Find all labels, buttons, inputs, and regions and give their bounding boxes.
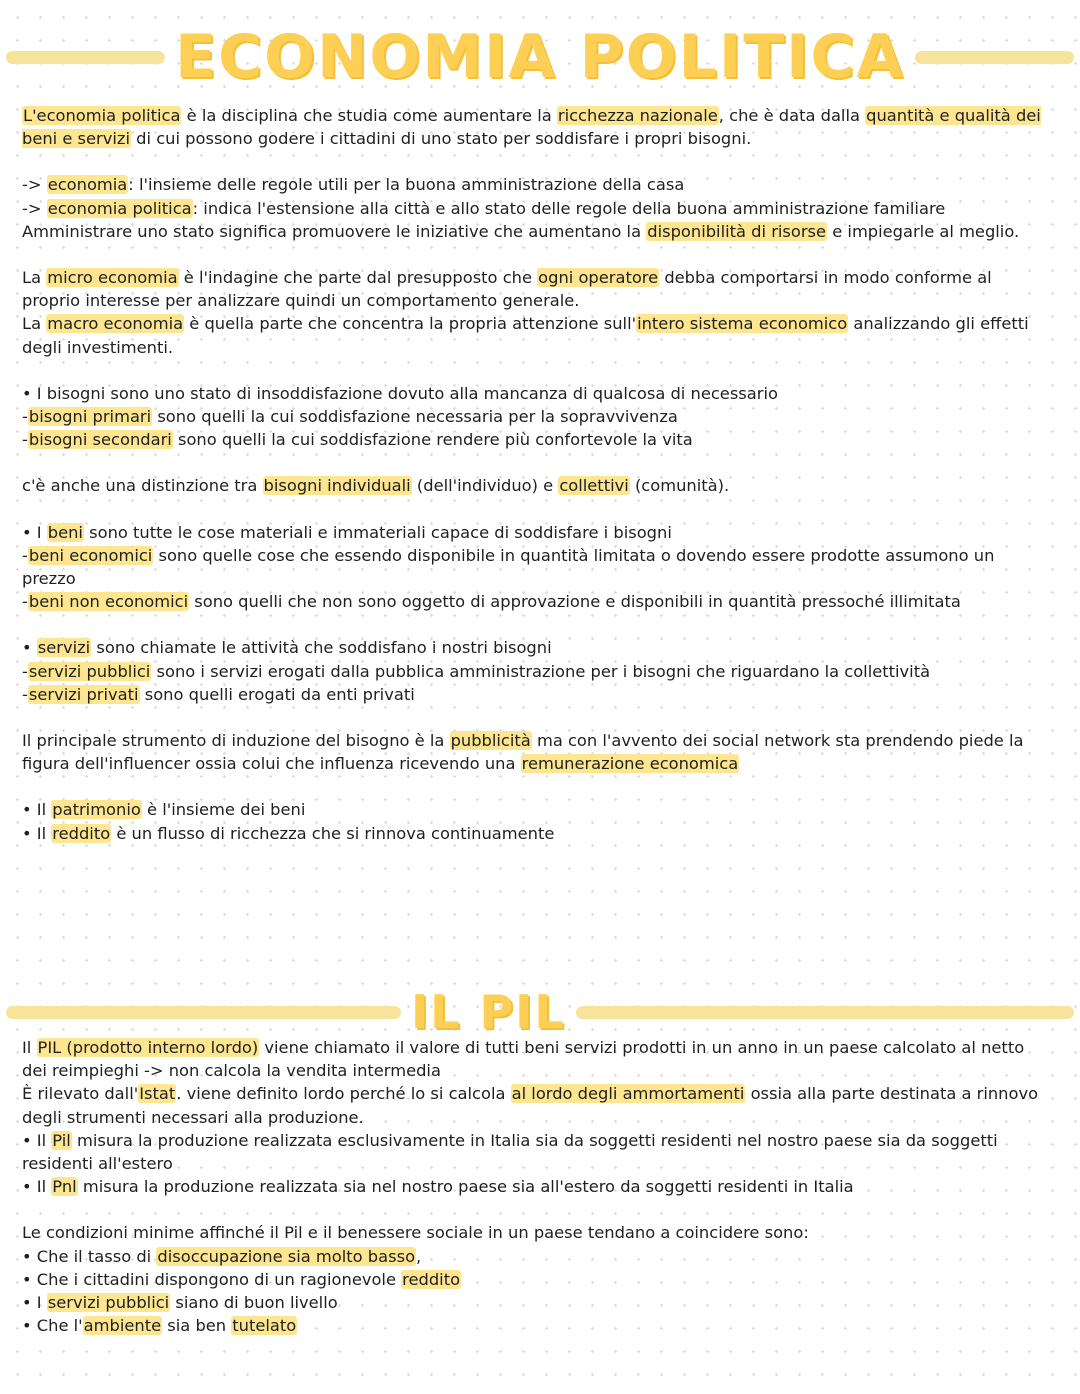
text: La [22, 314, 47, 334]
text: di cui possono godere i cittadini di uno stato per soddisfare i propri bisogni. [130, 129, 752, 149]
notes-section-pil [22, 1036, 1052, 1337]
text: • [22, 638, 37, 658]
text: sono chiamate le attività che soddisfano i nostri bisogni [91, 638, 552, 658]
text: - [22, 545, 28, 565]
text: • Il [22, 800, 52, 820]
highlight: remunerazione economica [521, 754, 739, 774]
highlight: tutelato [232, 1316, 297, 1336]
text: Il principale strumento di induzione del bisogno è la [22, 731, 450, 751]
highlight: economia politica [47, 198, 192, 218]
pil-divider-left [6, 1006, 401, 1019]
highlight: L'economia politica [23, 106, 181, 125]
macro-economia-paragraph [22, 312, 1052, 358]
text: , che è data dalla [718, 106, 866, 125]
text: sono quelli la cui soddisfazione rendere più confortevole la vita [172, 430, 693, 450]
text: sia ben [162, 1316, 232, 1336]
title-divider-right [915, 51, 1074, 64]
highlight: reddito [52, 823, 111, 843]
highlight: PIL (prodotto interno lordo) [37, 1038, 259, 1057]
intro-paragraph [22, 104, 1052, 150]
highlight: beni economici [28, 545, 153, 565]
highlight: economia [47, 175, 128, 195]
text: analizzando gli effetti degli investimenti. [22, 314, 1029, 357]
text: è l'insieme dei beni [141, 800, 306, 820]
condizione-item [22, 1291, 1052, 1314]
text: misura la produzione realizzata sia nel nostro paese sia all'estero da soggetti residenti in Italia [77, 1177, 854, 1197]
highlight: ogni operatore [538, 268, 659, 288]
highlight: Pil [52, 1130, 71, 1150]
highlight: quantità e qualità dei beni e servizi [22, 106, 1041, 149]
definition-amministrare [22, 220, 1052, 243]
text: ma con l'avvento dei social network sta prendendo piede la figura dell'influencer ossia colui che influenza ricevendo una [22, 731, 1024, 774]
bisogni-distinzione [22, 474, 1052, 497]
title-divider-left [6, 51, 165, 64]
highlight: servizi pubblici [47, 1293, 170, 1313]
text: debba comportarsi in modo conforme al proprio interesse per analizzare quindi un comportamento generale. [22, 268, 992, 311]
text: : l'insieme delle regole utili per la buona amministrazione della casa [128, 175, 685, 195]
highlight: Pnl [52, 1177, 77, 1197]
text: siano di buon livello [170, 1293, 338, 1313]
text: • Che l' [22, 1316, 83, 1336]
pnl-item [22, 1175, 1052, 1198]
bisogni-secondari [22, 428, 1052, 451]
pil-divider-right [576, 1006, 1074, 1019]
servizi-definition [22, 636, 1052, 659]
text: è l'indagine che parte dal presupposto che [178, 268, 538, 288]
highlight: bisogni secondari [28, 430, 172, 450]
text: La [22, 268, 47, 288]
pil-istat [22, 1082, 1052, 1128]
highlight: beni non economici [28, 592, 189, 612]
text: -> [22, 198, 47, 218]
patrimonio-item [22, 798, 1052, 821]
highlight: patrimonio [52, 800, 141, 820]
notes-section-economia [22, 104, 1052, 845]
text: • I [22, 1293, 47, 1313]
micro-economia-paragraph [22, 266, 1052, 312]
pil-title: IL PIL [411, 985, 566, 1039]
definition-economia [22, 173, 1052, 196]
definition-economia-politica [22, 197, 1052, 220]
highlight: micro economia [47, 268, 178, 288]
pil-definition [22, 1036, 1052, 1082]
highlight: reddito [402, 1269, 461, 1289]
text: misura la produzione realizzata esclusivamente in Italia sia da soggetti residenti nel nostro paese sia da soggetti residenti all'estero [22, 1130, 998, 1174]
highlight: ricchezza nazionale [557, 106, 718, 125]
text: : indica l'estensione alla città e allo stato delle regole della buona amministrazione familiare [192, 198, 946, 218]
highlight: Istat [139, 1084, 176, 1104]
page-title: ECONOMIA POLITICA [175, 22, 905, 92]
text: È rilevato dall' [22, 1084, 139, 1104]
text: -> [22, 175, 47, 195]
text: . viene definito lordo perché lo si calcola [176, 1084, 511, 1104]
highlight: servizi privati [28, 684, 139, 704]
bisogni-primari [22, 405, 1052, 428]
condizione-item [22, 1314, 1052, 1337]
beni-definition [22, 521, 1052, 544]
highlight: intero sistema economico [637, 314, 848, 334]
condizione-item [22, 1268, 1052, 1291]
text: sono quelle cose che essendo disponibile in quantità limitata o dovendo essere prodotte assumono un prezzo [22, 545, 995, 589]
highlight: al lordo degli ammortamenti [511, 1084, 745, 1104]
text: Amministrare uno stato significa promuovere le iniziative che aumentano la [22, 221, 647, 241]
text: - [22, 684, 28, 704]
pil-banner [0, 984, 1080, 1040]
text: , [416, 1246, 422, 1266]
text: - [22, 430, 28, 450]
highlight: bisogni individuali [263, 476, 411, 496]
pubblicita-paragraph [22, 729, 1052, 775]
highlight: bisogni primari [28, 407, 152, 427]
bisogni-definition: • I bisogni sono uno stato di insoddisfazione dovuto alla mancanza di qualcosa di necessario [22, 383, 778, 403]
pil-item [22, 1129, 1052, 1175]
beni-economici [22, 544, 1052, 590]
highlight: pubblicità [450, 731, 531, 751]
text: viene chiamato il valore di tutti beni servizi prodotti in un anno in un paese calcolato al netto dei reimpieghi -> non calcola la vendita intermedia [22, 1038, 1025, 1081]
highlight: disoccupazione sia molto basso [157, 1246, 416, 1266]
text: e impiegarle al meglio. [827, 221, 1020, 241]
text: sono quelli che non sono oggetto di approvazione e disponibili in quantità pressoché illimitata [189, 592, 961, 612]
text: • Il [22, 823, 52, 843]
condizioni-intro: Le condizioni minime affinché il Pil e il benessere sociale in un paese tendano a coincidere sono: [22, 1223, 809, 1243]
title-banner [0, 14, 1080, 100]
text: • Il [22, 1177, 52, 1197]
highlight: servizi [37, 638, 91, 658]
text: sono quelli erogati da enti privati [139, 684, 415, 704]
highlight: macro economia [47, 314, 184, 334]
text: (comunità). [629, 476, 730, 496]
text: • Che il tasso di [22, 1246, 157, 1266]
text: ossia alla parte destinata a rinnovo degli strumenti necessari alla produzione. [22, 1084, 1039, 1127]
servizi-pubblici [22, 660, 1052, 683]
text: è un flusso di ricchezza che si rinnova continuamente [111, 823, 555, 843]
highlight: servizi pubblici [28, 661, 151, 681]
text: • I [22, 522, 47, 542]
text: è quella parte che concentra la propria attenzione sull' [184, 314, 637, 334]
highlight: collettivi [559, 476, 629, 496]
highlight: beni [47, 522, 83, 542]
condizione-item [22, 1245, 1052, 1268]
text: • Che i cittadini dispongono di un ragionevole [22, 1269, 402, 1289]
text: - [22, 592, 28, 612]
servizi-privati [22, 683, 1052, 706]
text: - [22, 407, 28, 427]
text: sono tutte le cose materiali e immateriali capace di soddisfare i bisogni [83, 522, 672, 542]
text: Il [22, 1038, 37, 1057]
text: • Il [22, 1130, 52, 1150]
highlight: disponibilità di risorse [647, 221, 827, 241]
beni-non-economici [22, 590, 1052, 613]
text: sono i servizi erogati dalla pubblica amministrazione per i bisogni che riguardano la collettività [151, 661, 931, 681]
text: - [22, 661, 28, 681]
text: (dell'individuo) e [411, 476, 559, 496]
text: c'è anche una distinzione tra [22, 476, 263, 496]
text: è la disciplina che studia come aumentare la [181, 106, 557, 125]
highlight: ambiente [83, 1316, 162, 1336]
reddito-item [22, 822, 1052, 845]
text: sono quelli la cui soddisfazione necessaria per la sopravvivenza [152, 407, 678, 427]
